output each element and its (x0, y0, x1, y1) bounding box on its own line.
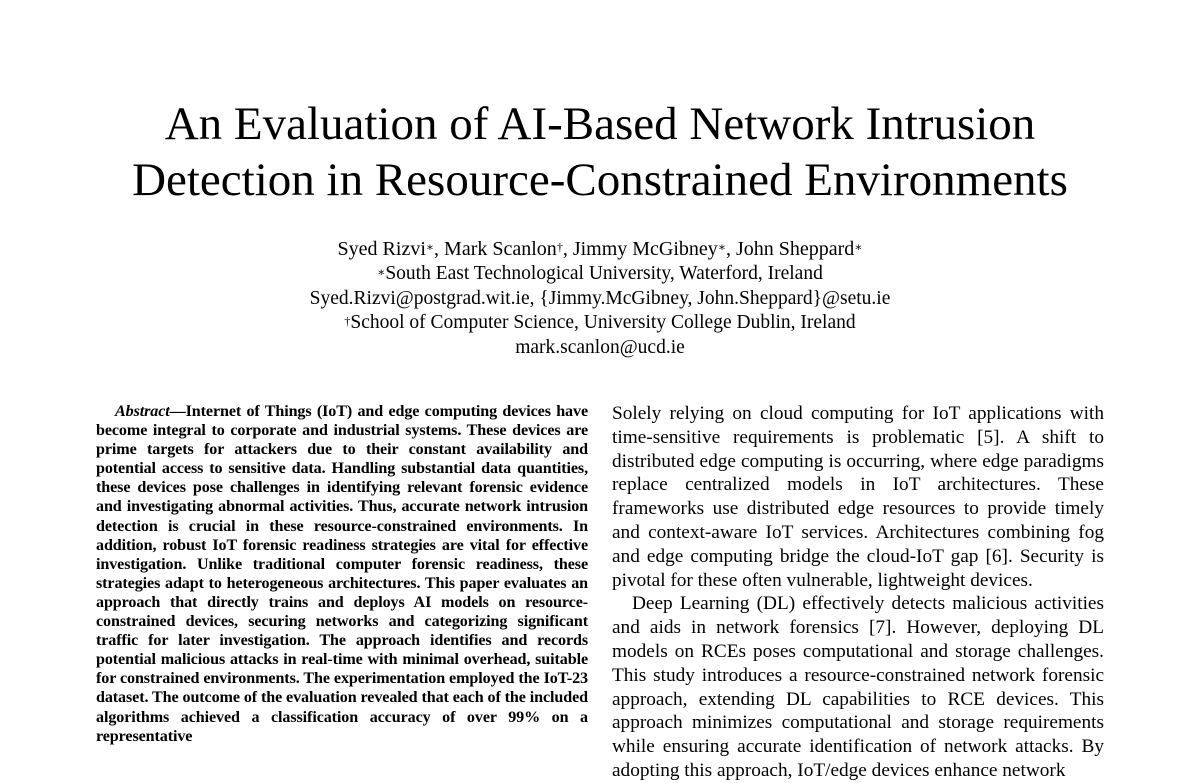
author-name: Mark Scanlon (444, 238, 557, 260)
author-block (0, 236, 1200, 360)
author-name: Syed Rizvi (337, 238, 426, 260)
author-name: John Sheppard (735, 238, 855, 260)
author-mark: ∗ (854, 240, 863, 254)
title-line-2: Detection in Resource-Constrained Environments (132, 154, 1068, 206)
email-1: Syed.Rizvi@postgrad.wit.ie, {Jimmy.McGibney, John.Sheppard}@setu.ie (309, 287, 891, 309)
right-column (612, 402, 1104, 783)
abstract: Abstract—Internet of Things (IoT) and edge computing devices have become integral to corporate and industrial systems. These devices are prime targets for attackers due to their constant availability and potential access to sensitive data. Handling substantial data quantities, these devices pose challenges in identifying relevant forensic evidence and investigating abnormal activities. Thus, accurate network intrusion detection is crucial in these resource-constrained environments. In addition, robust IoT forensic readiness strategies are vital for effective investigation. Unlike traditional computer forensic readiness, these strategies adapt to heterogeneous architectures. This paper evaluates an approach that directly trains and deploys AI models on resource-constrained devices, securing networks and categorizing significant traffic for later investigation. The approach identifies and records potential malicious attacks in real-time with minimal overhead, suitable for constrained environments. The experimentation employed the IoT-23 dataset. The outcome of the evaluation revealed that each of the included algorithms achieved a classification accuracy of over 99% on a representative (96, 403, 588, 745)
body-paragraph: Deep Learning (DL) effectively detects malicious activities and aids in network forensics [7]. However, deploying DL models on RCEs poses computational and storage challenges. This study introduces a resource-constrained network forensic approach, extending DL capabilities to RCE devices. This approach minimizes computational and storage requirements while ensuring accurate identification of network attacks. By adopting this approach, IoT/edge devices enhance network (612, 593, 1104, 781)
abstract-label: Abstract (115, 403, 170, 420)
email-2: mark.scanlon@ucd.ie (515, 336, 685, 358)
affiliation-1: ∗South East Technological University, Waterford, Ireland (377, 263, 823, 284)
author-mark: ∗ (425, 240, 435, 254)
abstract-text: Internet of Things (IoT) and edge computing devices have become integral to corporate and industrial systems. These devices are prime targets for attackers due to their constant availability and potential access to sensitive data. Handling substantial data quantities, these devices pose challenges in identifying relevant forensic evidence and investigating abnormal activities. Thus, accurate network intrusion detection is crucial in these resource-constrained environments. In addition, robust IoT forensic readiness strategies are vital for effective investigation. Unlike traditional computer forensic readiness, these strategies adapt to heterogeneous architectures. This paper evaluates an approach that directly trains and deploys AI models on resource-constrained devices, securing networks and categorizing significant traffic for later investigation. The approach identifies and records potential malicious attacks in real-time with minimal overhead, suitable for constrained environments. The experimentation employed the IoT-23 dataset. The outcome of the evaluation revealed that each of the included algorithms achieved a classification accuracy of over 99% on a representative (96, 403, 588, 745)
body-paragraph: Solely relying on cloud computing for IoT applications with time-sensitive requirements is problematic [5]. A shift to distributed edge computing is occurring, where edge paradigms replace centralized models in IoT architectures. These frameworks use distributed edge resources to provide timely and context-aware IoT services. Architectures combining fog and edge computing bridge the cloud-IoT gap [6]. Security is pivotal for these often vulnerable, lightweight devices. (612, 403, 1104, 591)
title-line-1: An Evaluation of AI-Based Network Intrusion (164, 98, 1036, 150)
left-column (96, 402, 588, 746)
paper-title (0, 96, 1200, 208)
author-name: Jimmy McGibney (572, 238, 718, 260)
affiliation-2: †School of Computer Science, University College Dublin, Ireland (344, 312, 856, 333)
author-names: Syed Rizvi∗, Mark Scanlon†, Jimmy McGibney∗, John Sheppard∗ (337, 238, 863, 260)
author-mark: † (556, 240, 563, 254)
author-mark: ∗ (717, 240, 726, 254)
